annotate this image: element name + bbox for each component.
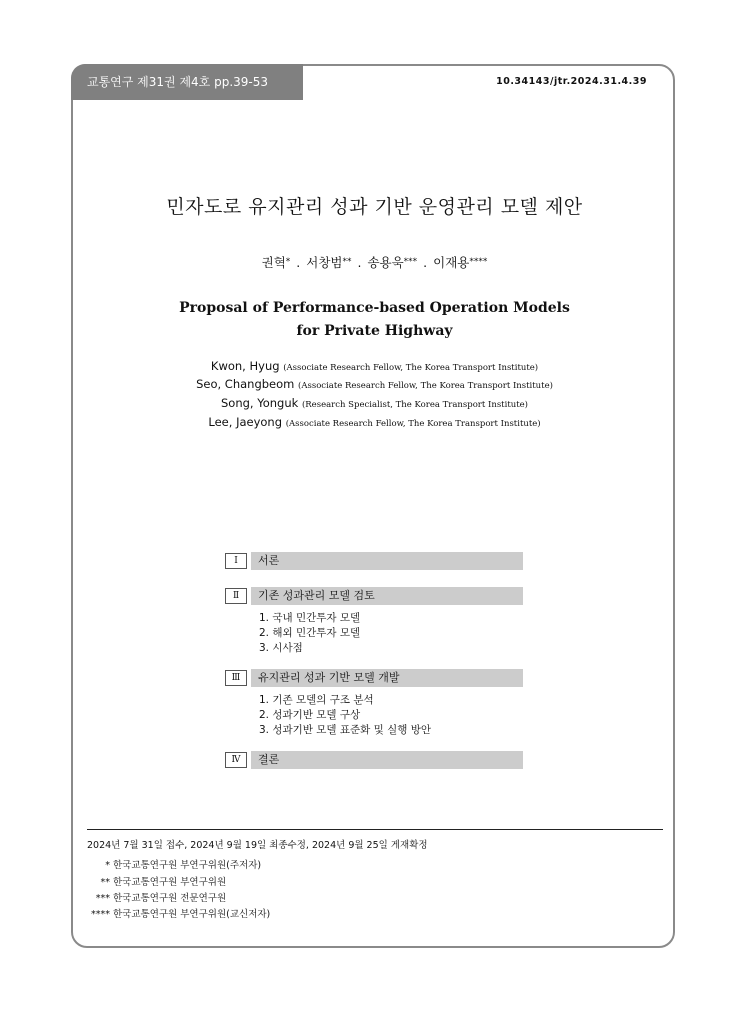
toc-subitem: 2. 성과기반 모델 구상 [259,709,361,721]
footnote-divider [87,829,663,830]
toc-section-3: 유지관리 성과 기반 모델 개발 [251,669,523,687]
english-title-line-2: for Private Highway [296,323,453,339]
toc-section-4: 결론 [251,751,523,769]
toc-subitem: 3. 시사점 [259,642,303,654]
journal-info: 교통연구 제31권 제4호 pp.39-53 [71,64,303,100]
author-en-3: Song, Yonguk (Research Specialist, The Korea Transport Institute) [221,396,528,410]
toc-number-1: Ⅰ [225,553,247,569]
received-dates: 2024년 7월 31일 접수, 2024년 9월 19일 최종수정, 2024년 9월 25일 게재확정 [87,840,428,851]
author-en-4: Lee, Jaeyong (Associate Research Fellow, The Korea Transport Institute) [208,415,541,429]
doi: 10.34143/jtr.2024.31.4.39 [496,76,647,87]
footnote-1: * 한국교통연구원 부연구위원(주저자) [105,860,262,871]
english-title-line-1: Proposal of Performance-based Operation Models [179,300,570,316]
footnote-2: ** 한국교통연구원 부연구위원 [100,877,227,888]
english-title [0,297,749,343]
korean-title: 민자도로 유지관리 성과 기반 운영관리 모델 제안 [166,196,583,218]
toc-subitem: 1. 국내 민간투자 모델 [259,612,361,624]
toc-section-2: 기존 성과관리 모델 검토 [251,587,523,605]
toc-number-4: Ⅳ [225,752,247,768]
footnote-3: *** 한국교통연구원 전문연구원 [95,893,227,904]
toc-subitem: 2. 해외 민간투자 모델 [259,627,361,639]
author-ko-4: 이재용**** [433,255,488,270]
korean-authors: 권혁* . 서창범** . 송용욱*** . 이재용**** [261,255,488,270]
toc-number-3: Ⅲ [225,670,247,686]
author-ko-3: 송용욱*** [367,255,418,270]
toc-number-2: Ⅱ [225,588,247,604]
author-en-1: Kwon, Hyug (Associate Research Fellow, The Korea Transport Institute) [210,359,539,373]
toc-subitem: 1. 기존 모델의 구조 분석 [259,694,374,706]
toc-subitem: 3. 성과기반 모델 표준화 및 실행 방안 [259,724,432,736]
author-ko-1: 권혁* [261,255,291,270]
author-ko-2: 서창범** [306,255,352,270]
footnote-4: **** 한국교통연구원 부연구위원(교신저자) [91,909,271,920]
author-en-2: Seo, Changbeom (Associate Research Fellow, The Korea Transport Institute) [196,377,553,391]
toc-section-1: 서론 [251,552,523,570]
